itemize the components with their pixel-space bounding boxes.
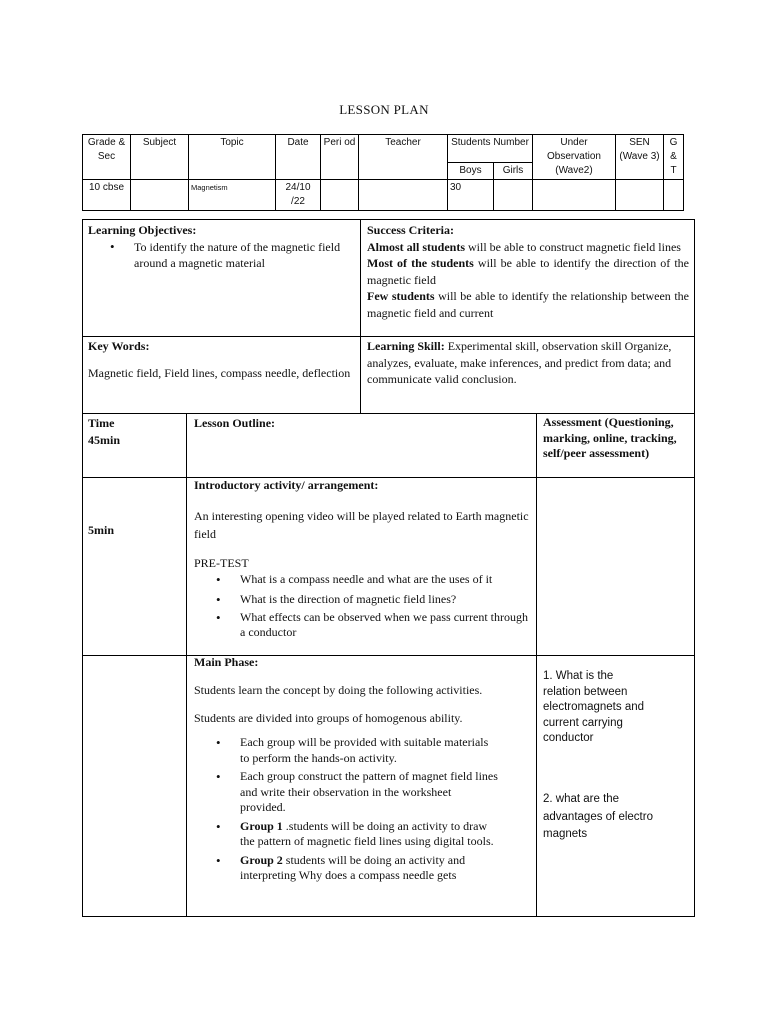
group-1-text: .students will be doing an activity to draw the pattern of magnetic field lines using digital tools.	[240, 818, 494, 848]
success-line-3-rest: will be able to identify the relationship between the magnetic field and current	[367, 289, 689, 320]
pretest-item: • What is a compass needle and what are the uses of it	[194, 571, 530, 588]
main-paragraph-1: Students learn the concept by doing the following activities.	[194, 682, 483, 697]
cell-teacher-value	[359, 180, 448, 211]
cell-boys-value: 30	[448, 180, 494, 211]
cell-observation-value	[533, 180, 616, 211]
main-time-box	[82, 655, 187, 917]
intro-paragraph: An interesting opening video will be played related to Earth magnetic field	[194, 508, 529, 541]
cell-sen-value	[616, 180, 664, 211]
success-line-1-bold: Almost all students	[367, 239, 466, 254]
assessment-header: Assessment (Questioning, marking, online, tracking, self/peer assessment)	[543, 415, 677, 460]
main-activity-item	[194, 853, 498, 884]
main-activity-item: • Each group construct the pattern of magnet field lines and write their observation in the worksheet provided.	[194, 769, 498, 816]
col-gt: G & T	[664, 135, 684, 180]
col-girls: Girls	[494, 163, 533, 180]
intro-time: 5min	[88, 523, 115, 537]
success-section	[367, 222, 689, 321]
main-section	[194, 654, 498, 884]
cell-gt-value	[664, 180, 684, 211]
cell-date-value: 24/10 /22	[276, 180, 321, 211]
intro-heading: Introductory activity/ arrangement:	[194, 478, 379, 492]
skill-heading: Learning Skill:	[367, 339, 445, 353]
pretest-item: • What is the direction of magnetic field lines?	[194, 591, 530, 608]
success-line-1-rest: will be able to construct magnetic field lines	[465, 239, 681, 254]
success-line-3	[367, 288, 689, 321]
col-sen: SEN (Wave 3)	[616, 135, 664, 180]
col-topic: Topic	[189, 135, 276, 180]
pretest-list	[194, 571, 530, 640]
col-teacher: Teacher	[359, 135, 448, 180]
main-activity-item: • Each group will be provided with suitable materials to perform the hands-on activity.	[194, 735, 498, 766]
success-line-2-bold: Most of the students	[367, 256, 474, 270]
cell-girls-value	[494, 180, 533, 211]
keywords-section	[88, 338, 356, 381]
main-activity-list	[194, 735, 498, 884]
col-date: Date	[276, 135, 321, 180]
success-line-3-bold: Few students	[367, 289, 435, 303]
success-line-1	[367, 239, 689, 256]
col-period: Peri od	[321, 135, 359, 180]
header-table	[82, 134, 684, 211]
intro-section	[194, 477, 530, 640]
skill-section	[367, 338, 689, 388]
cell-period-value	[321, 180, 359, 211]
objectives-list	[88, 239, 356, 272]
cell-grade-value: 10 cbse	[83, 180, 131, 211]
col-under-observation: Under Observation (Wave2)	[533, 135, 616, 180]
main-paragraph-2: Students are divided into groups of homogenous ability.	[194, 710, 463, 725]
time-label: Time	[88, 416, 115, 430]
objective-item: • To identify the nature of the magnetic field around a magnetic material	[88, 239, 356, 272]
main-assessment-1: 1. What is the relation between electromagnets and current carrying conductor	[543, 670, 645, 744]
time-duration: 45min	[88, 432, 121, 447]
pretest-label: PRE-TEST	[194, 555, 249, 570]
pretest-item: • What effects can be observed when we pass current through a conductor	[194, 610, 530, 640]
intro-assessment-box	[536, 477, 695, 656]
col-grade-sec: Grade & Sec	[83, 135, 131, 180]
time-header	[88, 415, 183, 448]
success-line-2-rest: will be able to identify the direction of the magnetic field	[367, 256, 689, 287]
cell-topic-value: Magnetism	[189, 180, 276, 211]
cell-subject-value	[131, 180, 189, 211]
group-1-label: Group 1	[240, 818, 283, 833]
lesson-outline-header: Lesson Outline:	[194, 416, 276, 430]
page-title: LESSON PLAN	[339, 102, 429, 117]
main-activity-item	[194, 819, 498, 850]
group-2-label: Group 2	[240, 852, 283, 867]
skill-text: Experimental skill, observation skill Organize, analyzes, evaluate, make inferences, and predict from data; and communicate valid conclusion.	[367, 339, 672, 386]
intro-time-box	[82, 477, 187, 656]
col-subject: Subject	[131, 135, 189, 180]
group-2-text: students will be doing an activity and interpreting Why does a compass needle gets	[240, 852, 466, 882]
success-heading: Success Criteria:	[367, 223, 454, 237]
main-heading: Main Phase:	[194, 655, 259, 669]
objectives-section	[88, 222, 356, 272]
main-assessment-2: 2. what are the advantages of electro magnets	[543, 793, 653, 840]
success-line-2	[367, 255, 689, 288]
objectives-heading: Learning Objectives:	[88, 223, 197, 237]
keywords-text: Magnetic field, Field lines, compass needle, deflection	[88, 365, 351, 380]
keywords-heading: Key Words:	[88, 339, 150, 353]
col-boys: Boys	[448, 163, 494, 180]
col-students-number: Students Number	[448, 135, 533, 163]
